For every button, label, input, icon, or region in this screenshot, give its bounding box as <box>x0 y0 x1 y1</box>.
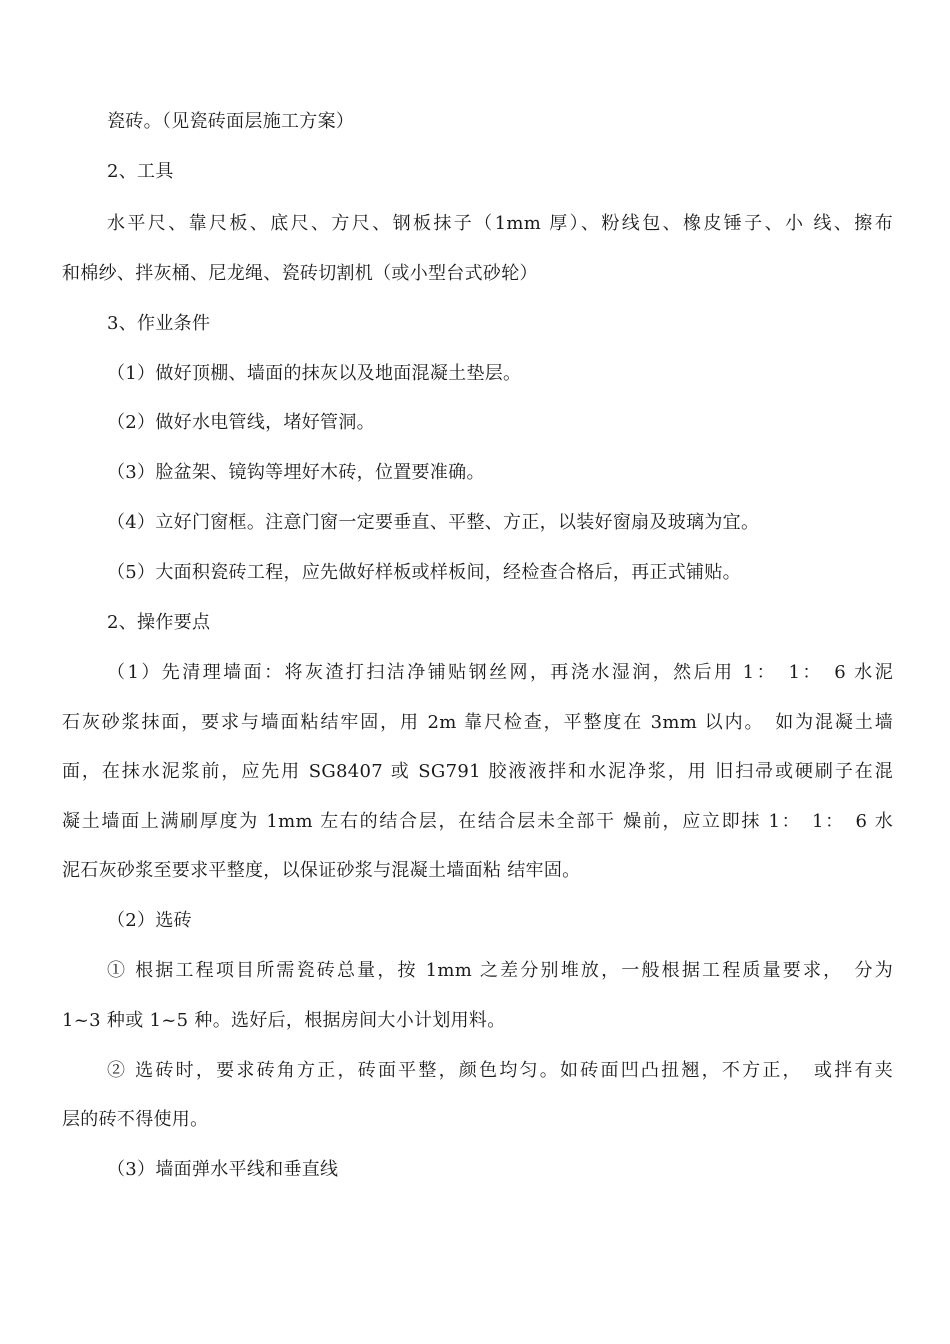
text-line-14: 面，在抹水泥浆前，应先用 SG8407 或 SG791 胶液液拌和水泥净浆，用 旧扫帚或硬刷子在混 <box>62 761 893 782</box>
list-item-5: （5）大面积瓷砖工程，应先做好样板或样板间，经检查合格后，再正式铺贴。 <box>107 562 741 583</box>
section-heading-key-points: 2、操作要点 <box>107 612 211 633</box>
text-line-3: 水平尺、靠尺板、底尺、方尺、钢板抹子（1mm 厚）、粉线包、橡皮锤子、小 线、擦布 <box>107 213 893 234</box>
text-line-15: 凝土墙面上满刷厚度为 1mm 左右的结合层，在结合层未全部干 燥前，应立即抹 1： 1： 6 水 <box>62 811 893 832</box>
text-line-21: 层的砖不得使用。 <box>62 1109 209 1130</box>
subheading-snap-lines: （3）墙面弹水平线和垂直线 <box>107 1159 339 1180</box>
list-item-2: （2）做好水电管线，堵好管洞。 <box>107 412 375 433</box>
text-line-1: 瓷砖。（见瓷砖面层施工方案） <box>107 111 355 132</box>
text-line-13: 石灰砂浆抹面，要求与墙面粘结牢固，用 2m 靠尺检查，平整度在 3mm 以内。 如为混凝土墙 <box>62 712 893 733</box>
text-line-4: 和棉纱、拌灰桶、尼龙绳、瓷砖切割机（或小型台式砂轮） <box>62 263 538 284</box>
list-item-4: （4）立好门窗框。注意门窗一定要垂直、平整、方正，以装好窗扇及玻璃为宜。 <box>107 512 760 533</box>
text-line-16: 泥石灰砂浆至要求平整度，以保证砂浆与混凝土墙面粘 结牢固。 <box>62 860 581 881</box>
section-heading-tools: 2、工具 <box>107 161 174 182</box>
list-item-3: （3）脸盆架、镜钩等埋好木砖，位置要准确。 <box>107 462 485 483</box>
text-line-12: （1）先清理墙面：将灰渣打扫洁净铺贴钢丝网，再浇水湿润，然后用 1： 1： 6 水泥 <box>107 662 893 683</box>
text-line-19: 1~3 种或 1~5 种。选好后，根据房间大小计划用料。 <box>62 1010 506 1031</box>
section-heading-conditions: 3、作业条件 <box>107 313 211 334</box>
list-item-1: （1）做好顶棚、墙面的抹灰以及地面混凝土垫层。 <box>107 363 522 384</box>
text-line-20: ② 选砖时，要求砖角方正，砖面平整，颜色均匀。如砖面凹凸扭翘，不方正， 或拌有夹 <box>107 1060 893 1081</box>
text-line-18: ① 根据工程项目所需瓷砖总量，按 1mm 之差分别堆放，一般根据工程质量要求， 分为 <box>107 960 893 981</box>
subheading-select-tiles: （2）选砖 <box>107 910 192 931</box>
